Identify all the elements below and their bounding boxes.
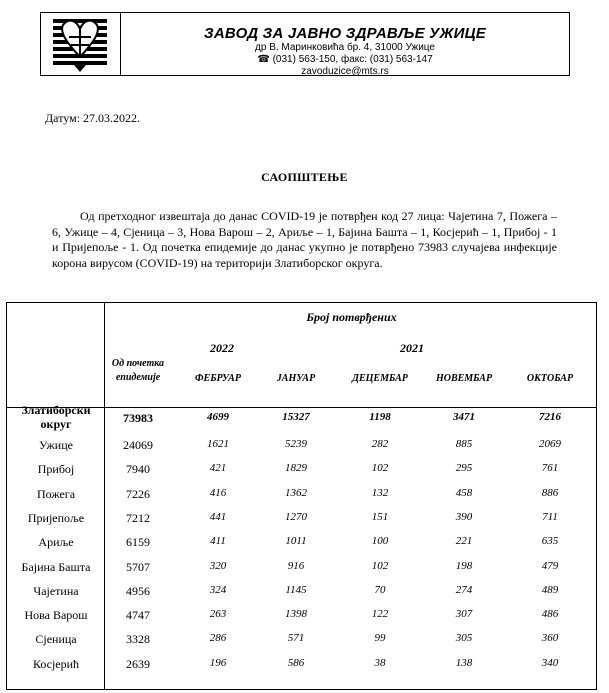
row-january: 1362 bbox=[285, 487, 307, 499]
col-header-november: НОВЕМБАР bbox=[435, 373, 493, 384]
row-december: 70 bbox=[374, 584, 386, 596]
row-total: 4747 bbox=[126, 608, 150, 622]
row-december: 282 bbox=[371, 438, 389, 450]
row-january: 1145 bbox=[285, 584, 307, 596]
col-header-december: ДЕЦЕМБАР bbox=[352, 373, 408, 384]
total-row-december: 1198 bbox=[369, 411, 391, 423]
row-january: 1829 bbox=[285, 462, 307, 474]
row-total: 2639 bbox=[126, 657, 150, 671]
document-date: Датум: 27.03.2022. bbox=[45, 111, 141, 125]
row-november: 295 bbox=[455, 462, 473, 474]
row-total: 5707 bbox=[126, 560, 150, 574]
row-february: 441 bbox=[209, 511, 227, 523]
row-february: 324 bbox=[209, 584, 227, 596]
row-december: 102 bbox=[371, 462, 389, 474]
col-header-january: ЈАНУАР bbox=[276, 373, 316, 384]
row-total: 7226 bbox=[126, 487, 150, 501]
row-january: 5239 bbox=[285, 438, 307, 450]
row-november: 307 bbox=[455, 608, 473, 620]
row-december: 102 bbox=[371, 560, 389, 572]
row-october: 886 bbox=[541, 487, 559, 499]
row-october: 635 bbox=[541, 535, 559, 547]
row-february: 263 bbox=[209, 608, 227, 620]
row-october: 761 bbox=[541, 462, 559, 474]
row-october: 2069 bbox=[539, 438, 561, 450]
row-total: 6159 bbox=[126, 535, 150, 549]
year-2021: 2021 bbox=[400, 341, 424, 355]
announcement-paragraph: Од претходног извештаја до данас COVID-19 је потврђен код 27 лица: Чајетина 7, Пожега – 6, Ужице – 4, Сјеница – 3, Нова Варош – 2, Ариље – 1, Бајина Башта – 1, Косјерић – 1, Прибој - 1 и Пријепоље - 1. Од почетка епидемије до данас укупно је потврђено 73983 случајева инфекције корона вирусом (COVID-19) на територији Златиборског округа. bbox=[52, 209, 557, 270]
row-february: 411 bbox=[210, 535, 226, 547]
row-total: 4956 bbox=[126, 584, 150, 598]
row-january: 1011 bbox=[285, 535, 307, 547]
institution-name: ЗАВОД ЗА ЈАВНО ЗДРАВЉЕ УЖИЦЕ bbox=[204, 25, 486, 42]
row-total: 7212 bbox=[126, 511, 150, 525]
letterhead bbox=[40, 12, 570, 76]
row-october: 340 bbox=[541, 657, 559, 669]
row-total: 3328 bbox=[126, 632, 150, 646]
row-january: 1270 bbox=[285, 511, 307, 523]
total-row-february: 4699 bbox=[207, 411, 229, 423]
row-october: 711 bbox=[542, 511, 558, 523]
row-december: 38 bbox=[374, 657, 386, 669]
row-february: 416 bbox=[209, 487, 227, 499]
row-january: 916 bbox=[287, 560, 305, 572]
row-label: Сјеница bbox=[35, 632, 77, 646]
row-total: 24069 bbox=[123, 438, 153, 452]
row-january: 571 bbox=[287, 632, 305, 644]
institution-email: zavoduzice@mts.rs bbox=[301, 66, 389, 77]
institution-phone: ☎ (031) 563-150, факс: (031) 563-147 bbox=[257, 54, 433, 65]
row-february: 196 bbox=[209, 657, 227, 669]
row-february: 421 bbox=[209, 462, 227, 474]
row-december: 100 bbox=[371, 535, 389, 547]
col-header-october: ОКТОБАР bbox=[526, 373, 574, 384]
row-february: 1621 bbox=[207, 438, 229, 450]
row-total: 7940 bbox=[126, 462, 150, 476]
total-row-october: 7216 bbox=[539, 411, 561, 423]
col-header-february: ФЕБРУАР bbox=[195, 373, 241, 384]
row-october: 486 bbox=[541, 608, 559, 620]
institution-info bbox=[121, 13, 569, 75]
row-january: 1398 bbox=[285, 608, 307, 620]
row-label: Бајина Башта bbox=[21, 560, 91, 574]
row-label: Косјерић bbox=[32, 657, 80, 671]
row-label: Прибој bbox=[37, 462, 75, 476]
row-november: 198 bbox=[455, 560, 473, 572]
row-november: 274 bbox=[455, 584, 473, 596]
total-row-january: 15327 bbox=[282, 411, 310, 423]
row-november: 221 bbox=[455, 535, 473, 547]
row-november: 458 bbox=[455, 487, 473, 499]
cases-table bbox=[6, 302, 597, 690]
row-december: 132 bbox=[371, 487, 389, 499]
institution-logo bbox=[41, 13, 121, 75]
row-october: 489 bbox=[541, 584, 559, 596]
row-january: 586 bbox=[287, 657, 305, 669]
row-november: 390 bbox=[455, 511, 473, 523]
row-december: 99 bbox=[374, 632, 386, 644]
institution-address: др В. Маринковића бр. 4, 31000 Ужице bbox=[255, 42, 435, 53]
logo-shield-icon bbox=[41, 13, 120, 75]
total-row-total: 73983 bbox=[123, 411, 153, 425]
row-label: Пријепоље bbox=[27, 511, 85, 525]
document-title: САОПШТЕЊЕ bbox=[261, 170, 348, 184]
group-title: Број потврђених bbox=[306, 310, 397, 324]
row-label: Ужице bbox=[39, 438, 73, 452]
row-october: 479 bbox=[541, 560, 559, 572]
row-label: Чајетина bbox=[33, 584, 79, 598]
row-february: 320 bbox=[209, 560, 227, 572]
row-label: Пожега bbox=[36, 487, 76, 501]
total-row-november: 3471 bbox=[453, 411, 475, 423]
col-header-total: Од почетка епидемије bbox=[111, 358, 165, 383]
row-label: Ариље bbox=[38, 535, 74, 549]
row-december: 122 bbox=[371, 608, 389, 620]
row-december: 151 bbox=[371, 511, 389, 523]
row-november: 305 bbox=[455, 632, 473, 644]
total-row-label: Златиборски округ bbox=[21, 403, 91, 431]
row-october: 360 bbox=[541, 632, 559, 644]
row-label: Нова Варош bbox=[24, 608, 88, 622]
row-november: 885 bbox=[455, 438, 473, 450]
year-2022: 2022 bbox=[210, 341, 234, 355]
row-november: 138 bbox=[455, 657, 473, 669]
row-february: 286 bbox=[209, 632, 227, 644]
